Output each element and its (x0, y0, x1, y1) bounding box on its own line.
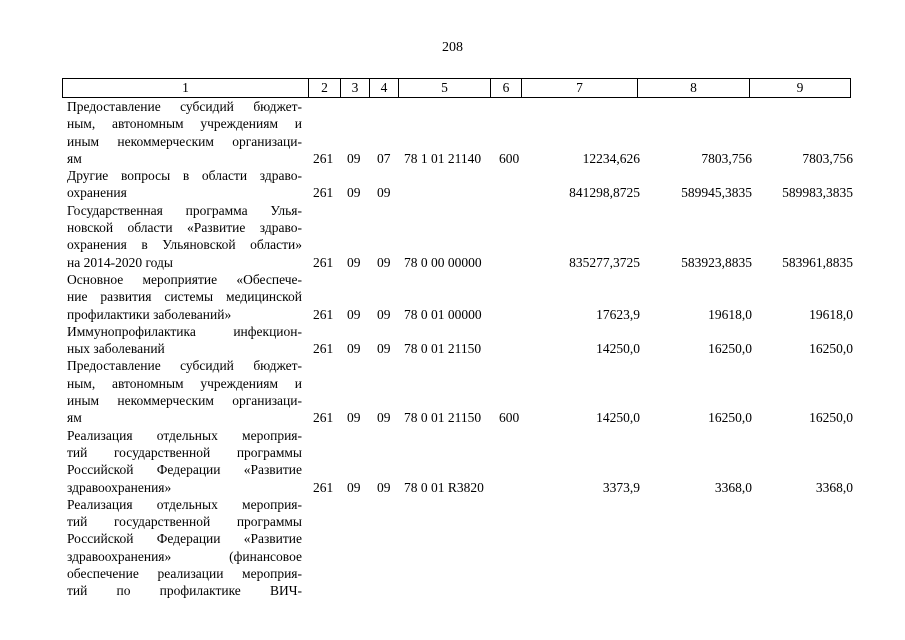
cell-col-7: 17623,9 (596, 306, 640, 322)
description-line: ям (67, 150, 82, 166)
cell-col-5: 78 0 01 00000 (404, 306, 482, 322)
cell-col-3: 09 (347, 410, 361, 426)
cell-col-5: 78 0 01 21150 (404, 410, 482, 426)
cell-col-2: 261 (313, 341, 334, 357)
header-col-1: 1 (63, 79, 309, 97)
description-line: охранения (67, 185, 127, 201)
description-line: иным некоммерческим организаци- (67, 393, 302, 409)
row-description (67, 323, 302, 358)
description-line: обеспечение реализации мероприя- (67, 566, 302, 582)
description-line: Другие вопросы в области здраво- (67, 168, 302, 184)
description-line: Иммунопрофилактика инфекцион- (67, 323, 302, 339)
cell-col-8: 7803,756 (701, 150, 752, 166)
cell-col-3: 09 (347, 479, 361, 495)
description-line: на 2014-2020 годы (67, 254, 173, 270)
cell-col-7: 835277,3725 (569, 254, 640, 270)
table-row (0, 357, 905, 426)
cell-col-8: 3368,0 (714, 479, 752, 495)
cell-col-9: 19618,0 (809, 306, 853, 322)
cell-col-6: 600 (499, 150, 520, 166)
cell-col-9: 16250,0 (809, 410, 853, 426)
row-description (67, 202, 302, 271)
cell-col-4: 09 (377, 306, 391, 322)
header-col-2: 2 (309, 79, 341, 97)
header-col-8: 8 (638, 79, 750, 97)
description-line: Государственная программа Улья- (67, 202, 302, 218)
cell-col-4: 09 (377, 479, 391, 495)
header-col-5: 5 (399, 79, 491, 97)
table-row (0, 427, 905, 496)
description-line: Реализация отдельных мероприя- (67, 427, 302, 443)
cell-col-4: 07 (377, 150, 391, 166)
cell-col-9: 7803,756 (802, 150, 853, 166)
cell-col-4: 09 (377, 341, 391, 357)
cell-col-7: 3373,9 (602, 479, 640, 495)
cell-col-2: 261 (313, 479, 334, 495)
description-line: Российской Федерации «Развитие (67, 462, 302, 478)
cell-col-2: 261 (313, 410, 334, 426)
cell-col-4: 09 (377, 410, 391, 426)
description-line: ным, автономным учреждениям и (67, 116, 302, 132)
cell-col-5: 78 0 01 21150 (404, 341, 482, 357)
cell-col-5: 78 0 01 R3820 (404, 479, 484, 495)
cell-col-8: 16250,0 (708, 410, 752, 426)
table-header (62, 78, 851, 98)
cell-col-9: 3368,0 (815, 479, 853, 495)
row-description (67, 496, 302, 600)
header-col-6: 6 (491, 79, 522, 97)
table-row (0, 323, 905, 358)
description-line: иным некоммерческим организаци- (67, 133, 302, 149)
description-line: ным, автономным учреждениям и (67, 375, 302, 391)
table-row (0, 167, 905, 202)
row-description (67, 357, 302, 426)
description-line: охранения в Ульяновской области» (67, 237, 302, 253)
cell-col-5: 78 1 01 21140 (404, 150, 482, 166)
description-line: профилактики заболеваний» (67, 306, 232, 322)
cell-col-4: 09 (377, 254, 391, 270)
cell-col-3: 09 (347, 254, 361, 270)
page-number: 208 (442, 40, 463, 55)
cell-col-7: 841298,8725 (569, 185, 640, 201)
table-row (0, 496, 905, 600)
cell-col-2: 261 (313, 254, 334, 270)
cell-col-7: 14250,0 (596, 410, 640, 426)
description-line: здравоохранения» (67, 479, 172, 495)
header-col-9: 9 (750, 79, 851, 97)
cell-col-8: 19618,0 (708, 306, 752, 322)
row-description (67, 167, 302, 202)
cell-col-8: 583923,8835 (681, 254, 752, 270)
cell-col-9: 583961,8835 (782, 254, 853, 270)
description-line: Реализация отдельных мероприя- (67, 496, 302, 512)
cell-col-4: 09 (377, 185, 391, 201)
row-description (67, 98, 302, 167)
description-line: Российской Федерации «Развитие (67, 531, 302, 547)
cell-col-2: 261 (313, 150, 334, 166)
description-line: тий государственной программы (67, 444, 302, 460)
description-line: Предоставление субсидий бюджет- (67, 358, 302, 374)
description-line: новской области «Развитие здраво- (67, 220, 302, 236)
cell-col-3: 09 (347, 306, 361, 322)
header-col-4: 4 (370, 79, 399, 97)
cell-col-9: 16250,0 (809, 341, 853, 357)
table-body (0, 98, 905, 600)
cell-col-6: 600 (499, 410, 520, 426)
description-line: ние развития системы медицинской (67, 289, 302, 305)
description-line: Предоставление субсидий бюджет- (67, 99, 302, 114)
cell-col-3: 09 (347, 341, 361, 357)
cell-col-9: 589983,3835 (782, 185, 853, 201)
header-col-3: 3 (341, 79, 370, 97)
cell-col-8: 16250,0 (708, 341, 752, 357)
description-line: тий государственной программы (67, 514, 302, 530)
description-line: ных заболеваний (67, 341, 165, 357)
table-row (0, 98, 905, 167)
cell-col-7: 14250,0 (596, 341, 640, 357)
row-description (67, 271, 302, 323)
cell-col-2: 261 (313, 306, 334, 322)
cell-col-8: 589945,3835 (681, 185, 752, 201)
cell-col-3: 09 (347, 150, 361, 166)
description-line: ям (67, 410, 82, 426)
table-row (0, 271, 905, 323)
row-description (67, 427, 302, 496)
cell-col-7: 12234,626 (582, 150, 640, 166)
table-row (0, 202, 905, 271)
cell-col-2: 261 (313, 185, 334, 201)
description-line: тий по профилактике ВИЧ- (67, 583, 302, 599)
description-line: здравоохранения» (финансовое (67, 548, 302, 564)
cell-col-3: 09 (347, 185, 361, 201)
cell-col-5: 78 0 00 00000 (404, 254, 482, 270)
header-col-7: 7 (522, 79, 638, 97)
description-line: Основное мероприятие «Обеспече- (67, 271, 302, 287)
